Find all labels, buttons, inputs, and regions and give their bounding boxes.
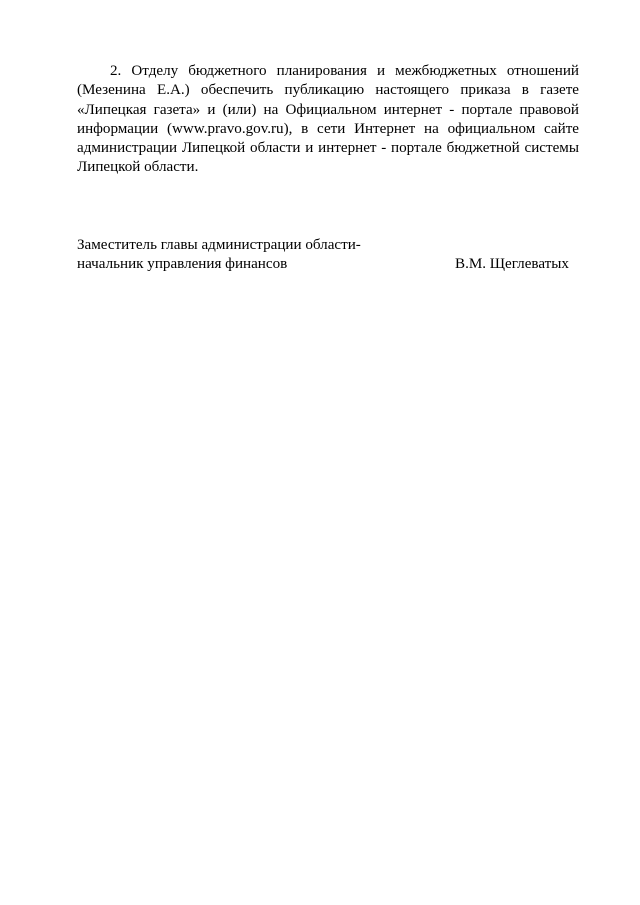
paragraph-item-2 bbox=[77, 62, 579, 178]
signatory-position-line-2-row bbox=[77, 255, 579, 274]
signatory-position-line-1: Заместитель главы администрации области- bbox=[77, 237, 361, 253]
paragraph-line: информации (www.pravo.gov.ru), в сети Интернет на официальном сайте bbox=[77, 120, 579, 137]
paragraph-line: 2. Отделу бюджетного планирования и межбюджетных отношений bbox=[110, 63, 579, 79]
signatory-position-line-2: начальник управления финансов bbox=[77, 256, 288, 273]
paragraph-line: администрации Липецкой области и интернет - портале бюджетной системы bbox=[77, 140, 579, 157]
paragraph-line: Липецкой области. bbox=[77, 159, 199, 176]
signatory-name: В.М. Щеглеватых bbox=[455, 256, 569, 273]
paragraph-line: (Мезенина Е.А.) обеспечить публикацию настоящего приказа в газете bbox=[77, 82, 579, 99]
paragraph-line: «Липецкая газета» и (или) на Официальном интернет - портале правовой bbox=[77, 101, 579, 118]
signature-block bbox=[77, 236, 579, 275]
